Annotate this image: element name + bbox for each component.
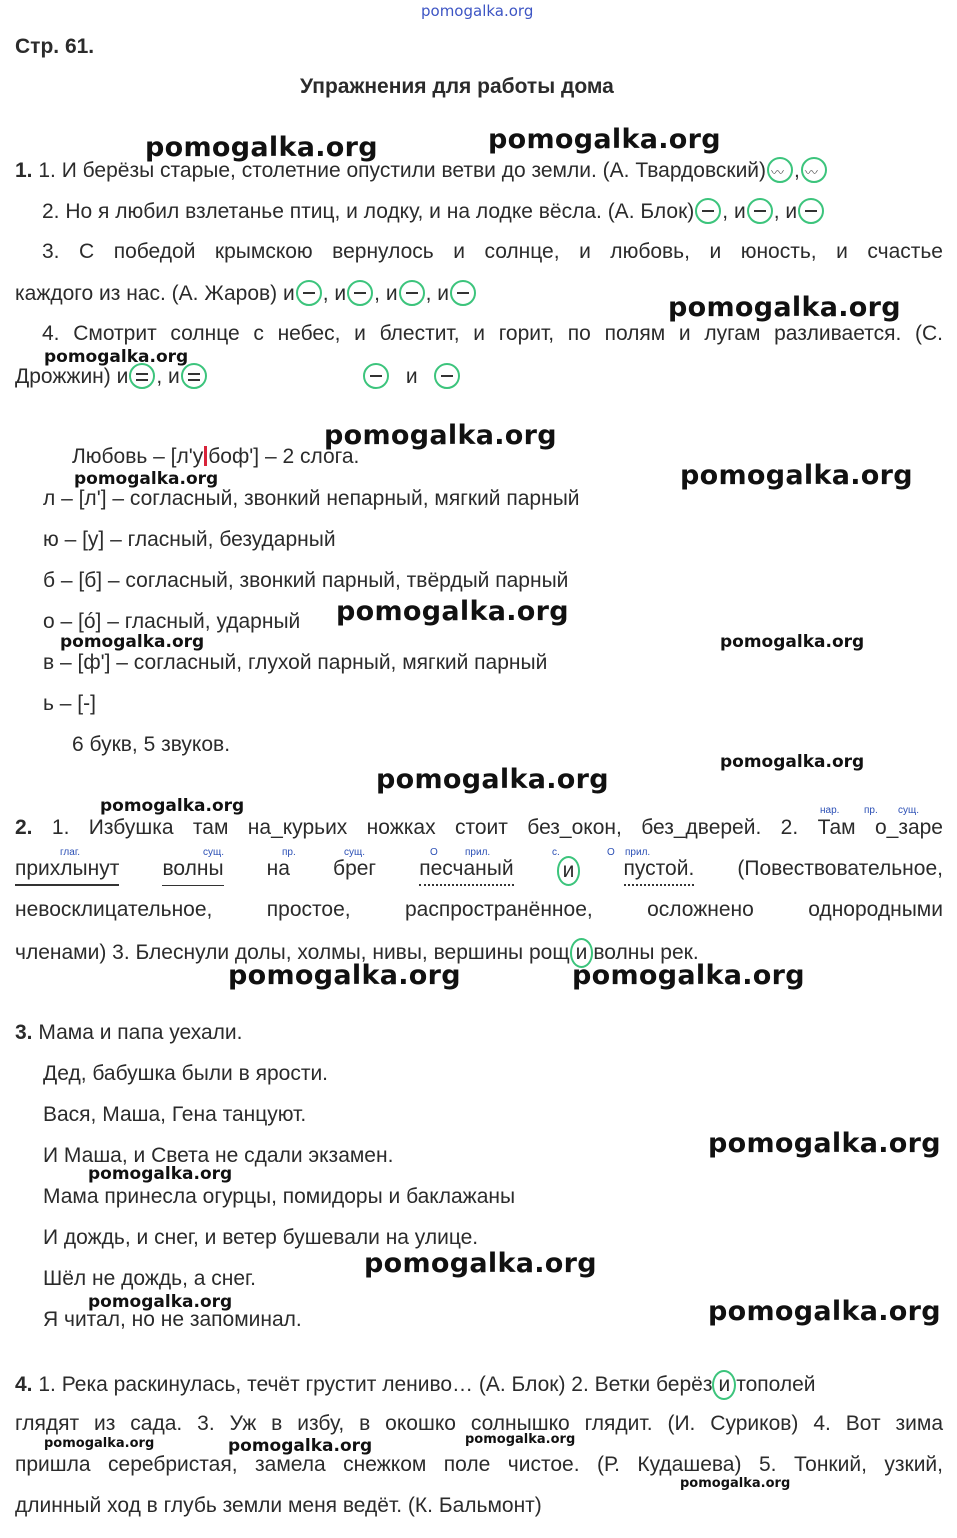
ex2-word: пустой. bbox=[624, 856, 695, 886]
ex2-line4-text-end: волны рек. bbox=[593, 941, 699, 964]
ex1-s4-text: Дрожжин) bbox=[15, 365, 111, 388]
phonetic-line: б – [б] – согласный, звонкий парный, твёрдый парный bbox=[43, 569, 569, 592]
line-circle-icon bbox=[450, 280, 476, 306]
pos-label: прил. bbox=[625, 847, 651, 858]
page-header: Стр. 61. bbox=[15, 35, 95, 58]
phonetic-head-part1: Любовь – [л'у bbox=[72, 445, 204, 468]
ex3-line bbox=[15, 1020, 242, 1046]
ex2-word: на bbox=[266, 857, 290, 880]
ex4-line3: пришла серебристая, замела снежком поле чистое. (Р. Кудашева) 5. Тонкий, узкий, bbox=[15, 1453, 943, 1476]
line-circle-icon bbox=[296, 280, 322, 306]
phonetic-line: л – [л'] – согласный, звонкий непарный, мягкий парный bbox=[43, 487, 580, 510]
watermark: pomogalka.org bbox=[145, 132, 378, 163]
ex2-word: песчаный bbox=[419, 856, 513, 886]
ex4-line1-text-end: тополей bbox=[736, 1373, 816, 1396]
ex3-line: Шёл не дождь, а снег. bbox=[43, 1267, 256, 1290]
wavy-line-circle-icon bbox=[801, 157, 827, 183]
ex1-sentence-4-line2 bbox=[15, 363, 208, 390]
ex4-conj-circled: и bbox=[712, 1370, 736, 1400]
ex2-word: распространённое, bbox=[404, 898, 593, 921]
line-circle-icon bbox=[347, 280, 373, 306]
ex1-s3-text: каждого из нас. (А. Жаров) bbox=[15, 282, 278, 305]
pos-label: глаг. bbox=[60, 847, 81, 858]
wavy-line-circle-icon bbox=[767, 157, 793, 183]
ex1-s1-text: 1. И берёзы старые, столетние опустили ветви до земли. (А. Твардовский) bbox=[38, 159, 767, 182]
comma: , bbox=[322, 282, 329, 305]
watermark: pomogalka.org bbox=[88, 1164, 233, 1184]
watermark: pomogalka.org bbox=[708, 1128, 941, 1159]
dash-circle-icon bbox=[747, 198, 773, 224]
conj-i: и bbox=[385, 282, 398, 305]
pos-label: прил. bbox=[465, 847, 491, 858]
phonetic-head bbox=[72, 444, 359, 470]
ex2-word: простое, bbox=[266, 898, 351, 921]
watermark: pomogalka.org bbox=[364, 1248, 597, 1279]
conj-i: и bbox=[334, 282, 347, 305]
ex4-number: 4. bbox=[15, 1373, 33, 1396]
ex3-line: И дождь, и снег, и ветер бушевали на улице. bbox=[43, 1226, 479, 1249]
ex3-line: Мама принесла огурцы, помидоры и баклажаны bbox=[43, 1185, 516, 1208]
pos-label: с. bbox=[552, 847, 560, 858]
ex1-number: 1. bbox=[15, 159, 33, 182]
dash-circle-icon bbox=[434, 363, 460, 389]
comma: , bbox=[425, 282, 432, 305]
ex2-word: (Повествовательное, bbox=[737, 857, 943, 880]
ex1-s2-text: 2. Но я любил взлетанье птиц, и лодку, и на лодке вёсла. (А. Блок) bbox=[42, 200, 695, 223]
watermark: pomogalka.org bbox=[488, 124, 721, 155]
phonetic-head-part2: боф'] – 2 слога. bbox=[208, 445, 360, 468]
conj-i: и bbox=[733, 200, 746, 223]
watermark: pomogalka.org bbox=[324, 420, 557, 451]
phonetic-line: в – [ф'] – согласный, глухой парный, мягкий парный bbox=[43, 651, 548, 674]
ex2-number: 2. bbox=[15, 816, 33, 839]
ex2-word: осложнено bbox=[647, 898, 754, 921]
top-watermark: pomogalka.org bbox=[421, 2, 534, 20]
ex2-line3 bbox=[15, 897, 943, 923]
watermark: pomogalka.org bbox=[228, 1436, 373, 1456]
watermark: pomogalka.org bbox=[680, 460, 913, 491]
watermark: pomogalka.org bbox=[44, 1436, 155, 1451]
comma: , bbox=[794, 159, 800, 182]
ex2-line4-text: членами) 3. Блеснули долы, холмы, нивы, вершины рощ bbox=[15, 941, 570, 964]
line-circle-icon bbox=[399, 280, 425, 306]
conj-i: и bbox=[116, 365, 129, 388]
watermark: pomogalka.org bbox=[720, 632, 865, 652]
watermark: pomogalka.org bbox=[100, 796, 245, 816]
watermark: pomogalka.org bbox=[376, 764, 609, 795]
pos-label: сущ. bbox=[898, 805, 920, 816]
watermark: pomogalka.org bbox=[680, 1476, 791, 1491]
watermark: pomogalka.org bbox=[228, 960, 461, 991]
ex4-line1-text: 1. Река раскинулась, течёт грустит лениво… (А. Блок) 2. Ветки берёз bbox=[38, 1373, 713, 1396]
ex3-text: Мама и папа уехали. bbox=[38, 1021, 243, 1044]
comma: , bbox=[722, 200, 729, 223]
ex2-word: однородными bbox=[808, 898, 943, 921]
ex3-line: Дед, бабушка были в ярости. bbox=[43, 1062, 329, 1085]
ex2-conj-circled: и bbox=[557, 856, 581, 886]
watermark: pomogalka.org bbox=[44, 347, 189, 367]
pos-label: сущ. bbox=[344, 847, 366, 858]
pos-label: пр. bbox=[864, 805, 878, 816]
watermark: pomogalka.org bbox=[668, 292, 901, 323]
watermark: pomogalka.org bbox=[74, 469, 219, 489]
pos-label: нар. bbox=[820, 805, 840, 816]
ex1-sentence-4-line1: 4. Смотрит солнце с небес, и блестит, и горит, по полям и лугам разливается. (С. bbox=[42, 322, 943, 345]
comma: , bbox=[773, 200, 780, 223]
watermark: pomogalka.org bbox=[572, 960, 805, 991]
dash-circle-icon bbox=[695, 198, 721, 224]
ex2-line1-text: 1. Избушка там на_курьих ножках стоит без_окон, без_дверей. 2. Там о_заре bbox=[51, 816, 943, 839]
ex2-word: невосклицательное, bbox=[15, 898, 213, 921]
conj-i: и bbox=[405, 365, 418, 388]
ex4-line2: глядят из сада. 3. Уж в избу, в окошко солнышко глядит. (И. Суриков) 4. Вот зима bbox=[15, 1412, 943, 1435]
ex2-word: брег bbox=[333, 857, 377, 880]
conj-i: и bbox=[785, 200, 798, 223]
ex2-line1 bbox=[15, 815, 943, 841]
ex2-word: прихлынут bbox=[15, 856, 119, 886]
conj-i: и bbox=[283, 282, 295, 305]
phonetic-total: 6 букв, 5 звуков. bbox=[72, 733, 231, 756]
watermark: pomogalka.org bbox=[708, 1296, 941, 1327]
phonetic-line: ь – [-] bbox=[43, 692, 96, 715]
watermark: pomogalka.org bbox=[60, 632, 205, 652]
dash-circle-icon bbox=[363, 363, 389, 389]
syllable-divider bbox=[204, 446, 207, 466]
ex3-line: Я читал, но не запоминал. bbox=[43, 1308, 302, 1331]
phonetic-line: о – [ó] – гласный, ударный bbox=[43, 610, 301, 633]
ex4-line4: длинный ход в глубь земли меня ведёт. (К. Бальмонт) bbox=[15, 1494, 542, 1517]
pos-label: О bbox=[607, 847, 615, 858]
conj-i: и bbox=[168, 365, 180, 388]
phonetic-line: ю – [у] – гласный, безударный bbox=[43, 528, 336, 551]
watermark: pomogalka.org bbox=[465, 1432, 576, 1447]
watermark: pomogalka.org bbox=[88, 1292, 233, 1312]
ex4-line1 bbox=[15, 1370, 816, 1400]
ex3-number: 3. bbox=[15, 1021, 33, 1044]
pos-label: пр. bbox=[282, 847, 296, 858]
ex1-sentence-2 bbox=[42, 198, 825, 225]
ex2-line2 bbox=[15, 856, 943, 886]
ex3-line: И Маша, и Света не сдали экзамен. bbox=[43, 1144, 394, 1167]
ex1-sentence-3-line2 bbox=[15, 280, 477, 307]
comma: , bbox=[374, 282, 380, 305]
conj-i: и bbox=[437, 282, 449, 305]
dash-circle-icon bbox=[798, 198, 824, 224]
watermark: pomogalka.org bbox=[336, 596, 569, 627]
ex1-sentence-1 bbox=[15, 157, 828, 184]
ex2-conj-circled: и bbox=[570, 938, 594, 968]
ex1-sentence-4-schema bbox=[362, 363, 461, 390]
section-title: Упражнения для работы дома bbox=[300, 75, 614, 98]
watermark: pomogalka.org bbox=[720, 752, 865, 772]
pos-label: сущ. bbox=[203, 847, 225, 858]
pos-label: О bbox=[430, 847, 438, 858]
ex3-line: Вася, Маша, Гена танцуют. bbox=[43, 1103, 307, 1126]
comma: , bbox=[156, 365, 163, 388]
ex1-sentence-3-line1: 3. С победой крымскою вернулось и солнце, и любовь, и юность, и счастье bbox=[42, 240, 943, 263]
ex2-word: волны bbox=[162, 856, 223, 886]
